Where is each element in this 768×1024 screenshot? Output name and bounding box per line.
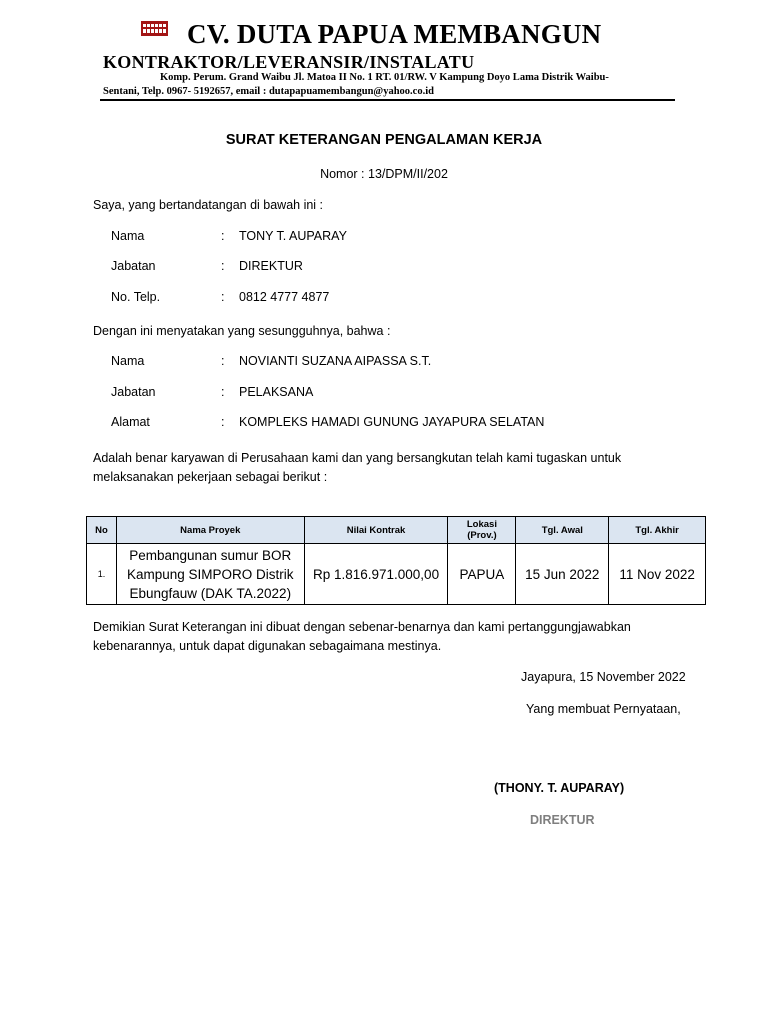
signer-phone-value: 0812 4777 4877 [239, 290, 330, 304]
place-date: Jayapura, 15 November 2022 [521, 670, 686, 684]
field-colon: : [221, 229, 225, 243]
statement-text: Dengan ini menyatakan yang sesungguhnya, bahwa : [93, 324, 391, 338]
intro-text: Saya, yang bertandatangan di bawah ini : [93, 198, 324, 212]
column-header-no: No [87, 517, 117, 544]
made-by-text: Yang membuat Pernyataan, [526, 702, 681, 716]
table-header-row [87, 517, 706, 544]
signer-name-value: TONY T. AUPARAY [239, 229, 347, 243]
field-colon: : [221, 354, 225, 368]
company-address-line2: Sentani, Telp. 0967- 5192657, email : dutapapuamembangun@yahoo.co.id [103, 86, 434, 97]
employee-name-value: NOVIANTI SUZANA AIPASSA S.T. [239, 354, 432, 368]
employee-position-value: PELAKSANA [239, 385, 314, 399]
project-table [86, 516, 706, 605]
column-header-project: Nama Proyek [116, 517, 304, 544]
cell-start-date: 15 Jun 2022 [516, 544, 609, 605]
body-text [93, 449, 621, 487]
employee-address-label: Alamat [111, 415, 150, 429]
document-title: SURAT KETERANGAN PENGALAMAN KERJA [225, 132, 543, 148]
column-header-location [448, 517, 516, 544]
column-header-location-line: (Prov.) [467, 530, 497, 541]
document-number: Nomor : 13/DPM/II/202 [320, 167, 448, 181]
field-colon: : [221, 385, 225, 399]
signer-phone-label: No. Telp. [111, 290, 161, 304]
closing-line: kebenarannya, untuk dapat digunakan sebagaimana mestinya. [93, 639, 442, 653]
body-line: melaksanakan pekerjaan sebagai berikut : [93, 470, 328, 484]
company-subtitle: KONTRAKTOR/LEVERANSIR/INSTALATU [103, 52, 475, 72]
cell-contract: Rp 1.816.971.000,00 [304, 544, 448, 605]
column-header-start: Tgl. Awal [516, 517, 609, 544]
employee-position-label: Jabatan [111, 385, 156, 399]
dpm-logo-icon [141, 21, 168, 36]
employee-name-label: Nama [111, 354, 145, 368]
cell-project-line: Ebungfauw (DAK TA.2022) [129, 585, 292, 601]
table-row [87, 544, 706, 605]
signer-name: (THONY. T. AUPARAY) [494, 781, 625, 795]
column-header-location-line: Lokasi [466, 519, 497, 530]
field-colon: : [221, 415, 225, 429]
field-colon: : [221, 290, 225, 304]
field-colon: : [221, 259, 225, 273]
body-line: Adalah benar karyawan di Perusahaan kami dan yang bersangkutan telah kami tugaskan untuk [93, 451, 622, 465]
cell-no: 1. [87, 544, 117, 605]
closing-line: Demikian Surat Keterangan ini dibuat dengan sebenar-benarnya dan kami pertanggungjawabkan [93, 620, 631, 634]
cell-location: PAPUA [448, 544, 516, 605]
signer-position-value: DIREKTUR [239, 259, 303, 273]
employee-address-value: KOMPLEKS HAMADI GUNUNG JAYAPURA SELATAN [239, 415, 545, 429]
signer-title: DIREKTUR [530, 813, 595, 827]
company-address-line1: Komp. Perum. Grand Waibu Jl. Matoa II No. 1 RT. 01/RW. V Kampung Doyo Lama Distrik Waibu- [160, 72, 609, 83]
column-header-contract: Nilai Kontrak [304, 517, 448, 544]
letterhead-divider [100, 99, 675, 101]
column-header-end: Tgl. Akhir [609, 517, 706, 544]
signer-position-label: Jabatan [111, 259, 156, 273]
cell-project-line: Pembangunan sumur BOR [129, 547, 292, 563]
cell-project [116, 544, 304, 605]
cell-end-date: 11 Nov 2022 [609, 544, 706, 605]
signer-name-label: Nama [111, 229, 145, 243]
closing-text [93, 618, 631, 656]
company-name: CV. DUTA PAPUA MEMBANGUN [187, 19, 602, 49]
cell-project-line: Kampung SIMPORO Distrik [127, 566, 294, 582]
